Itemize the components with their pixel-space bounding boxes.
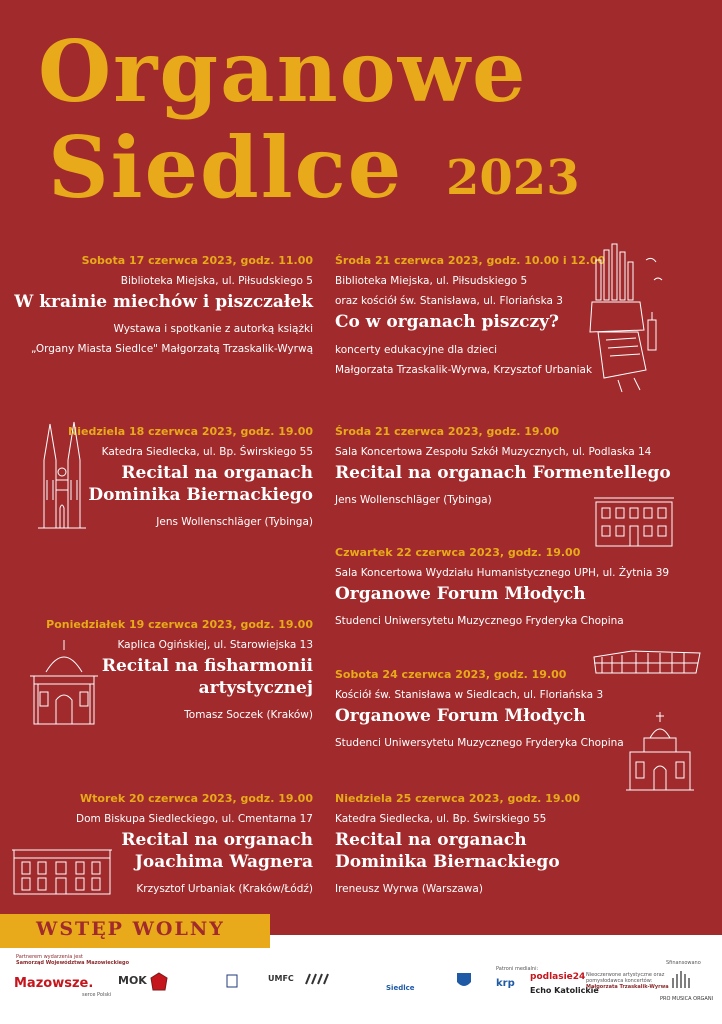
cathedral-sketch-icon	[34, 420, 90, 530]
event-venue: Sala Koncertowa Wydziału Humanistycznego UPH, ul. Żytnia 39	[335, 567, 670, 579]
chapel-sketch-icon	[26, 636, 102, 728]
event-right-5	[335, 792, 580, 896]
organ-sketch-icon	[588, 240, 670, 400]
event-desc: „Organy Miasta Siedlce" Małgorzatą Trzaskalik-Wyrwą	[30, 343, 313, 355]
siedlce-logo: Siedlce	[386, 984, 415, 992]
partner-name: Samorząd Województwa Mazowieckiego	[16, 960, 130, 966]
event-date: Środa 21 czerwca 2023, godz. 10.00 i 12.00	[335, 254, 606, 267]
event-date: Poniedziałek 19 czerwca 2023, godz. 19.00	[46, 618, 313, 631]
event-left-1	[14, 254, 313, 356]
artist-note-line-3: Małgorzata Trzaskalik-Wyrwa	[586, 984, 669, 990]
media-patrons-label: Patroni medialni:	[496, 966, 539, 972]
bishop-house-sketch-icon	[10, 836, 114, 896]
event-name: Recital na fisharmonii	[101, 656, 313, 676]
event-date: Niedziela 18 czerwca 2023, godz. 19.00	[68, 425, 313, 438]
title-year: 2023	[446, 150, 580, 206]
event-venue: Kaplica Ogińskiej, ul. Starowiejska 13	[117, 639, 313, 651]
event-date: Środa 21 czerwca 2023, godz. 19.00	[335, 425, 560, 438]
umfc-logo: UMFC	[268, 974, 294, 983]
event-desc: koncerty edukacyjne dla dzieci	[335, 344, 498, 356]
artist-note-line-1: Nieoczerwone artystyczne oraz	[586, 972, 665, 978]
title-siedlce: Siedlce	[48, 118, 404, 217]
event-right-4	[335, 668, 624, 750]
event-name: Organowe Forum Młodych	[335, 584, 586, 604]
event-venue: Katedra Siedlecka, ul. Bp. Świrskiego 55	[335, 813, 547, 825]
podlasie24-logo: podlasie24	[530, 972, 586, 982]
event-venue: oraz kościół św. Stanisława, ul. Floriańska 3	[335, 295, 563, 307]
event-venue: Sala Koncertowa Zespołu Szkół Muzycznych, ul. Podlaska 14	[335, 446, 652, 458]
event-name: Dominika Biernackiego	[335, 852, 560, 872]
event-venue: Biblioteka Miejska, ul. Piłsudskiego 5	[120, 275, 313, 287]
event-name: Joachima Wagnera	[134, 852, 313, 872]
sponsor-name: PRO MUSICA ORGANI	[660, 996, 714, 1002]
event-name: Recital na organach	[121, 463, 313, 483]
event-name: Organowe Forum Młodych	[335, 706, 586, 726]
free-entry-text: WSTĘP WOLNY	[36, 918, 225, 940]
university-hall-sketch-icon	[592, 645, 702, 675]
sponsor-label: Sfinansowano	[666, 960, 701, 966]
event-left-2	[68, 425, 313, 529]
title-organowe: Organowe	[38, 22, 528, 121]
mazowsze-logo-text: Mazowsze.	[14, 976, 94, 991]
pro-musica-organ-icon	[670, 968, 694, 992]
event-name: Co w organach piszczy?	[335, 312, 559, 332]
event-name: Recital na organach	[335, 830, 527, 850]
event-desc: Małgorzata Trzaskalik-Wyrwa, Krzysztof Urbaniak	[335, 364, 593, 376]
event-venue: Biblioteka Miejska, ul. Piłsudskiego 5	[335, 275, 528, 287]
free-entry-banner	[0, 914, 270, 948]
mazowsze-logo	[14, 976, 93, 991]
event-venue: Katedra Siedlecka, ul. Bp. Świrskiego 55	[101, 446, 313, 458]
event-right-1	[335, 254, 605, 377]
event-name: Recital na organach	[121, 830, 313, 850]
mok-logo: MOK	[118, 974, 147, 987]
event-venue: Kościół św. Stanisława w Siedlcach, ul. Floriańska 3	[335, 689, 604, 701]
echo-katolickie-logo: Echo Katolickie	[530, 986, 599, 995]
event-desc: Krzysztof Urbaniak (Kraków/Łódź)	[136, 883, 313, 895]
event-desc: Tomasz Soczek (Kraków)	[184, 709, 313, 721]
event-name: Dominika Biernackiego	[88, 485, 313, 505]
event-desc: Wystawa i spotkanie z autorką książki	[113, 323, 313, 335]
event-date: Czwartek 22 czerwca 2023, godz. 19.00	[335, 546, 581, 559]
event-date: Sobota 17 czerwca 2023, godz. 11.00	[81, 254, 313, 267]
event-right-3	[335, 546, 669, 628]
music-school-sketch-icon	[592, 494, 676, 550]
event-desc: Studenci Uniwersytetu Muzycznego Fryderyka Chopina	[335, 615, 624, 627]
krp-logo: krp	[496, 978, 515, 989]
event-date: Sobota 24 czerwca 2023, godz. 19.00	[335, 668, 567, 681]
artist-note-line-2: pomysłodawca koncertów:	[586, 978, 653, 984]
diocese-emblem-icon	[150, 972, 168, 994]
event-desc: Jens Wollenschläger (Tybinga)	[335, 494, 492, 506]
event-name: Recital na organach Formentellego	[335, 463, 671, 483]
uph-logo-icon	[304, 972, 330, 988]
event-desc: Jens Wollenschläger (Tybinga)	[156, 516, 313, 528]
event-date: Wtorek 20 czerwca 2023, godz. 19.00	[80, 792, 313, 805]
event-date: Niedziela 25 czerwca 2023, godz. 19.00	[335, 792, 580, 805]
church-sketch-icon	[624, 708, 696, 792]
city-crest-icon	[456, 972, 472, 992]
event-venue: Dom Biskupa Siedleckiego, ul. Cmentarna 17	[76, 813, 313, 825]
mazowsze-sub: serce Polski	[82, 992, 112, 998]
event-desc: Ireneusz Wyrwa (Warszawa)	[335, 883, 483, 895]
event-name: W krainie miechów i piszczałek	[14, 292, 313, 312]
institute-logo-icon	[226, 974, 238, 990]
partner-label: Partnerem wydarzenia jest	[16, 954, 83, 960]
event-name: artystycznej	[198, 678, 313, 698]
event-desc: Studenci Uniwersytetu Muzycznego Fryderyka Chopina	[335, 737, 624, 749]
